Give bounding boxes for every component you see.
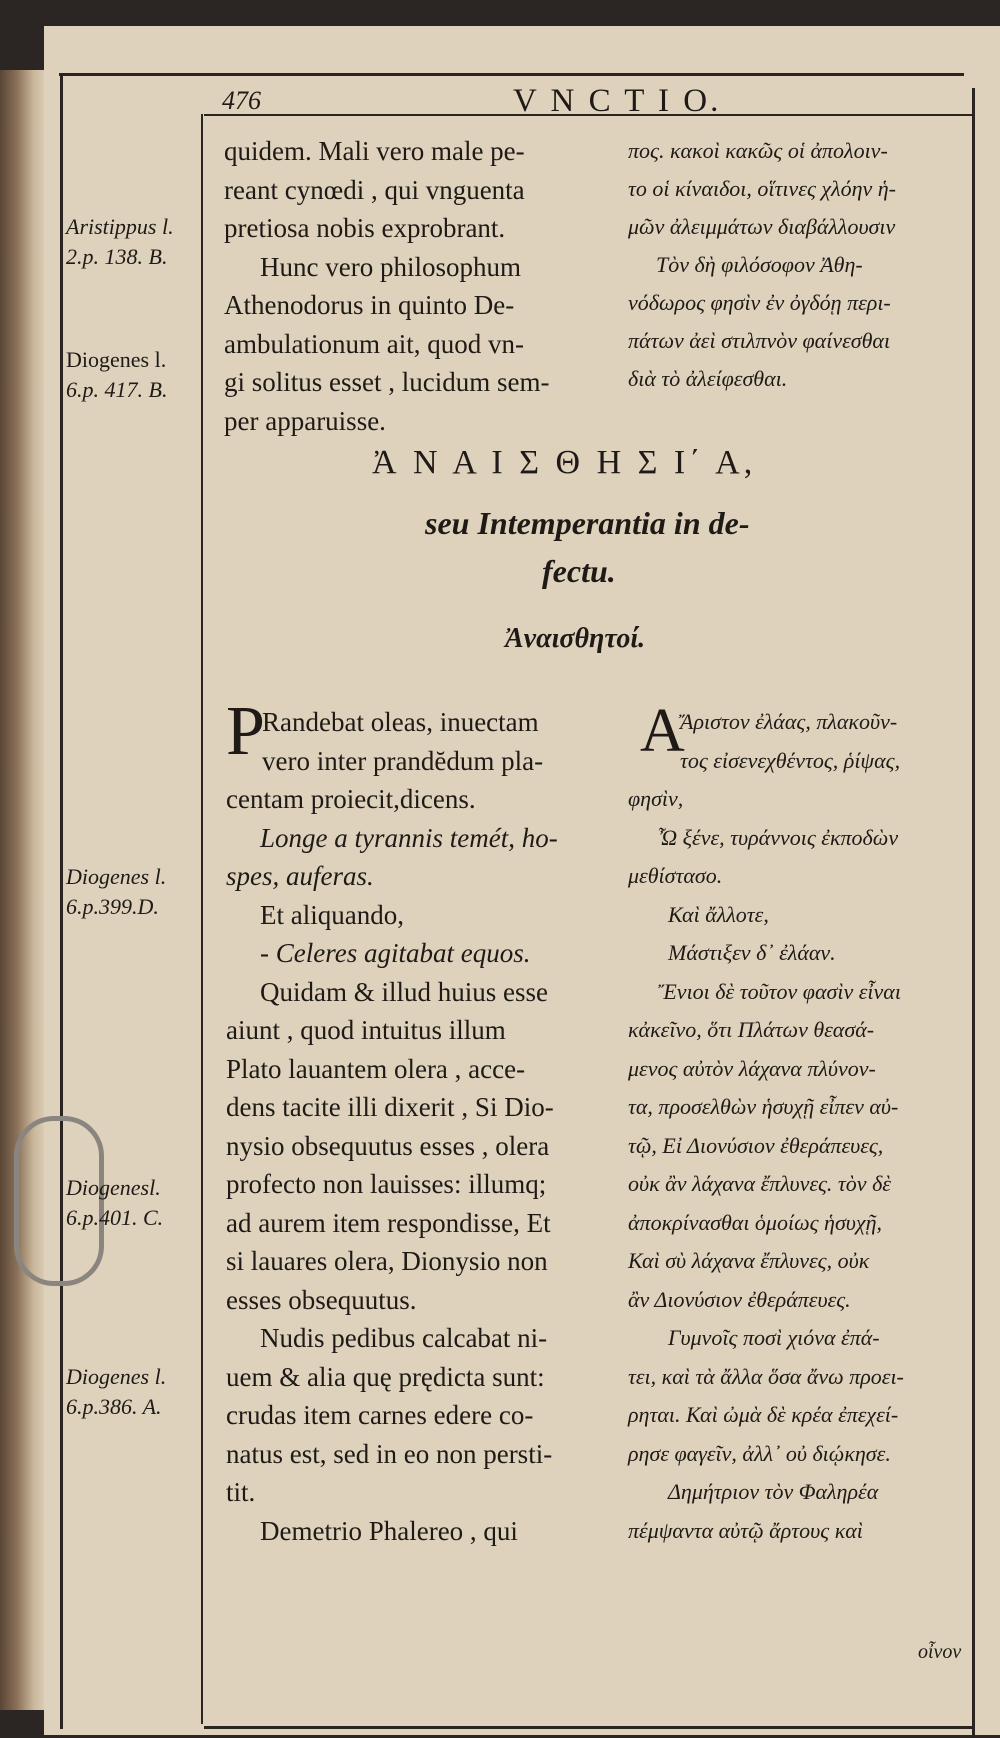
text-line: μενος αὐτὸν λάχανα πλύνον- <box>628 1055 876 1081</box>
text-line: τος εἰσενεχθέντος, ῥίψας, <box>680 747 901 773</box>
text-line: οὐκ ἂν λάχανα ἔπλυνες. τὸν δὲ <box>628 1171 891 1196</box>
text-line: crudas item carnes edere co- <box>226 1400 534 1430</box>
text-line: vero inter prandĕdum pla- <box>262 745 544 776</box>
text-line: Τὸν δὴ φιλόσοφον Ἀθη- <box>656 252 863 277</box>
text-line: τει, καὶ τὰ ἄλλα ὅσα ἄνω προει- <box>628 1363 904 1389</box>
text-line: Δημήτριον τὸν Φαληρέα <box>668 1479 879 1504</box>
text-line: Nudis pedibus calcabat ni- <box>260 1323 548 1353</box>
text-line: ambulationum ait, quod vn- <box>224 328 524 359</box>
text-line: Ὦ ξένε, τυράννοις ἐκποδὼν <box>658 824 899 850</box>
margin-note <box>66 1362 166 1422</box>
text-line: Randebat oleas, inuectam <box>262 707 539 737</box>
running-title: V N C T I O. <box>513 83 722 119</box>
text-line: quidem. Mali vero male pe- <box>224 136 525 166</box>
text-line: ἀποκρίνασθαι ὁμοίως ἡσυχῇ, <box>628 1209 882 1235</box>
text-line: profecto non lauisses: illumq; <box>226 1169 547 1199</box>
margin-note-line: 6.p.401. C. <box>66 1205 164 1230</box>
text-line: reant cynœdi , qui vnguenta <box>224 174 525 205</box>
text-line: Demetrio Phalereo , qui <box>260 1515 518 1546</box>
text-line: dens tacite illi dixerit , Si Dio- <box>226 1092 554 1122</box>
body-latin-column <box>262 703 543 780</box>
text-line: Ἄριστον ἐλάας, πλακοῦν- <box>680 709 898 734</box>
text-line: Μάστιξεν δ᾽ ἐλάαν. <box>668 940 836 965</box>
text-line: uem & alia quę prędicta sunt: <box>226 1361 545 1392</box>
text-line: μῶν ἀλειμμάτων διαβάλλουσιν <box>628 214 896 239</box>
text-line: πάτων ἀεὶ στιλπνὸν φαίνεσθαι <box>628 328 891 353</box>
section-latin-heading-line1: seu Intemperantia in de- <box>425 505 750 541</box>
margin-note <box>66 345 167 405</box>
text-line: Καὶ σὺ λάχανα ἔπλυνες, οὐκ <box>628 1248 870 1273</box>
margin-note-line: 2.p. 138. B. <box>66 244 168 269</box>
top-latin-column <box>224 132 549 440</box>
text-line: Plato lauantem olera , acce- <box>226 1053 526 1084</box>
margin-note <box>66 212 174 272</box>
margin-note-line: 6.p.399.D. <box>66 894 159 919</box>
text-line: Hunc vero philosophum <box>260 251 521 282</box>
text-line: spes, auferas. <box>226 861 374 891</box>
section-greek-subheading: Ἀναισθητοί. <box>505 623 646 654</box>
margin-column-rule <box>201 114 203 1724</box>
right-frame-rule <box>972 88 975 1738</box>
left-frame-rule <box>60 74 63 1729</box>
text-line: φησὶν, <box>628 786 684 811</box>
text-line: tit. <box>226 1477 256 1507</box>
text-line: si lauares olera, Dionysio non <box>226 1246 548 1276</box>
text-line: ρησε φαγεῖν, ἀλλ᾽ οὐ διῴκησε. <box>628 1440 891 1466</box>
body-greek-column-top <box>680 703 900 780</box>
text-line: per apparuisse. <box>224 405 386 436</box>
margin-note-line: 6.p. 417. B. <box>66 377 168 402</box>
text-line: Ἔνιοι δὲ τοῦτον φασὶν εἶναι <box>658 978 901 1004</box>
text-line: - Celeres agitabat equos. <box>260 938 531 968</box>
body-greek-column <box>628 780 904 1550</box>
text-line: Athenodorus in quinto De- <box>224 290 515 320</box>
text-line: aiunt , quod intuitus illum <box>226 1015 506 1045</box>
text-line: natus est, sed in eo non persti- <box>226 1438 553 1469</box>
text-line: το οἱ κίναιδοι, οἵτινες χλόην ἡ- <box>628 176 897 201</box>
text-line: ad aurem item respondisse, Et <box>226 1207 551 1238</box>
book-page-edge <box>0 70 48 1710</box>
text-line: τα, προσελθὼν ἡσυχῇ εἶπεν αὐ- <box>628 1094 899 1119</box>
catchword: οἶνον <box>918 1641 962 1663</box>
text-line: ρηται. Καὶ ὠμὰ δὲ κρέα ἐπεχεί- <box>628 1402 899 1427</box>
text-line: πέμψαντα αὐτῷ ἄρτους καὶ <box>628 1517 863 1543</box>
margin-note-line: Diogenes l. <box>66 347 167 372</box>
bottom-rule <box>204 1726 974 1729</box>
text-line: νόδωρος φησὶν ἐν ὀγδόῃ περι- <box>628 290 891 315</box>
margin-note-line: Diogenes l. <box>66 1364 167 1389</box>
margin-note-line: Diogenes l. <box>66 864 167 889</box>
text-line: μεθίστασο. <box>628 863 723 888</box>
text-line: Et aliquando, <box>260 899 404 930</box>
text-line: κἀκεῖνο, ὅτι Πλάτων θεασά- <box>628 1017 875 1042</box>
margin-note-line: Aristippus l. <box>66 214 174 239</box>
text-line: πος. κακοὶ κακῶς οἱ ἀπολοιν- <box>628 138 888 163</box>
margin-note-line: Diogenesl. <box>66 1175 161 1200</box>
body-latin-column-main <box>226 780 558 1550</box>
top-greek-column <box>628 132 896 398</box>
text-line: gi solitus esset , lucidum sem- <box>224 367 550 397</box>
text-line: Longe a tyrannis temét, ho- <box>260 822 558 853</box>
margin-note <box>66 862 166 922</box>
greek-dropcap: Α <box>640 697 685 765</box>
section-greek-heading: Ἀ Ν Α Ι Σ Θ Η Σ Ι΄ Α, <box>372 444 757 481</box>
text-line: esses obsequutus. <box>226 1284 417 1315</box>
text-line: Γυμνοῖς ποσὶ χιόνα ἐπά- <box>668 1325 880 1350</box>
text-line: Quidam & illud huius esse <box>260 976 548 1007</box>
text-line: ἂν Διονύσιον ἐθεράπευες. <box>628 1286 851 1312</box>
text-line: διὰ τὸ ἀλείφεσθαι. <box>628 366 788 391</box>
text-line: τῷ, Εἰ Διονύσιον ἐθεράπευες, <box>628 1132 884 1158</box>
latin-dropcap: P <box>226 693 265 770</box>
top-rule <box>59 73 964 76</box>
text-line: centam proiecit,dicens. <box>226 784 476 814</box>
text-line: Καὶ ἄλλοτε, <box>668 901 769 927</box>
margin-note-line: 6.p.386. A. <box>66 1394 162 1419</box>
text-line: nysio obsequutus esses , olera <box>226 1130 550 1161</box>
section-latin-heading-line2: fectu. <box>542 553 616 589</box>
page-number: 476 <box>222 86 261 115</box>
margin-note <box>66 1173 163 1233</box>
text-line: pretiosa nobis exprobrant. <box>224 213 506 243</box>
